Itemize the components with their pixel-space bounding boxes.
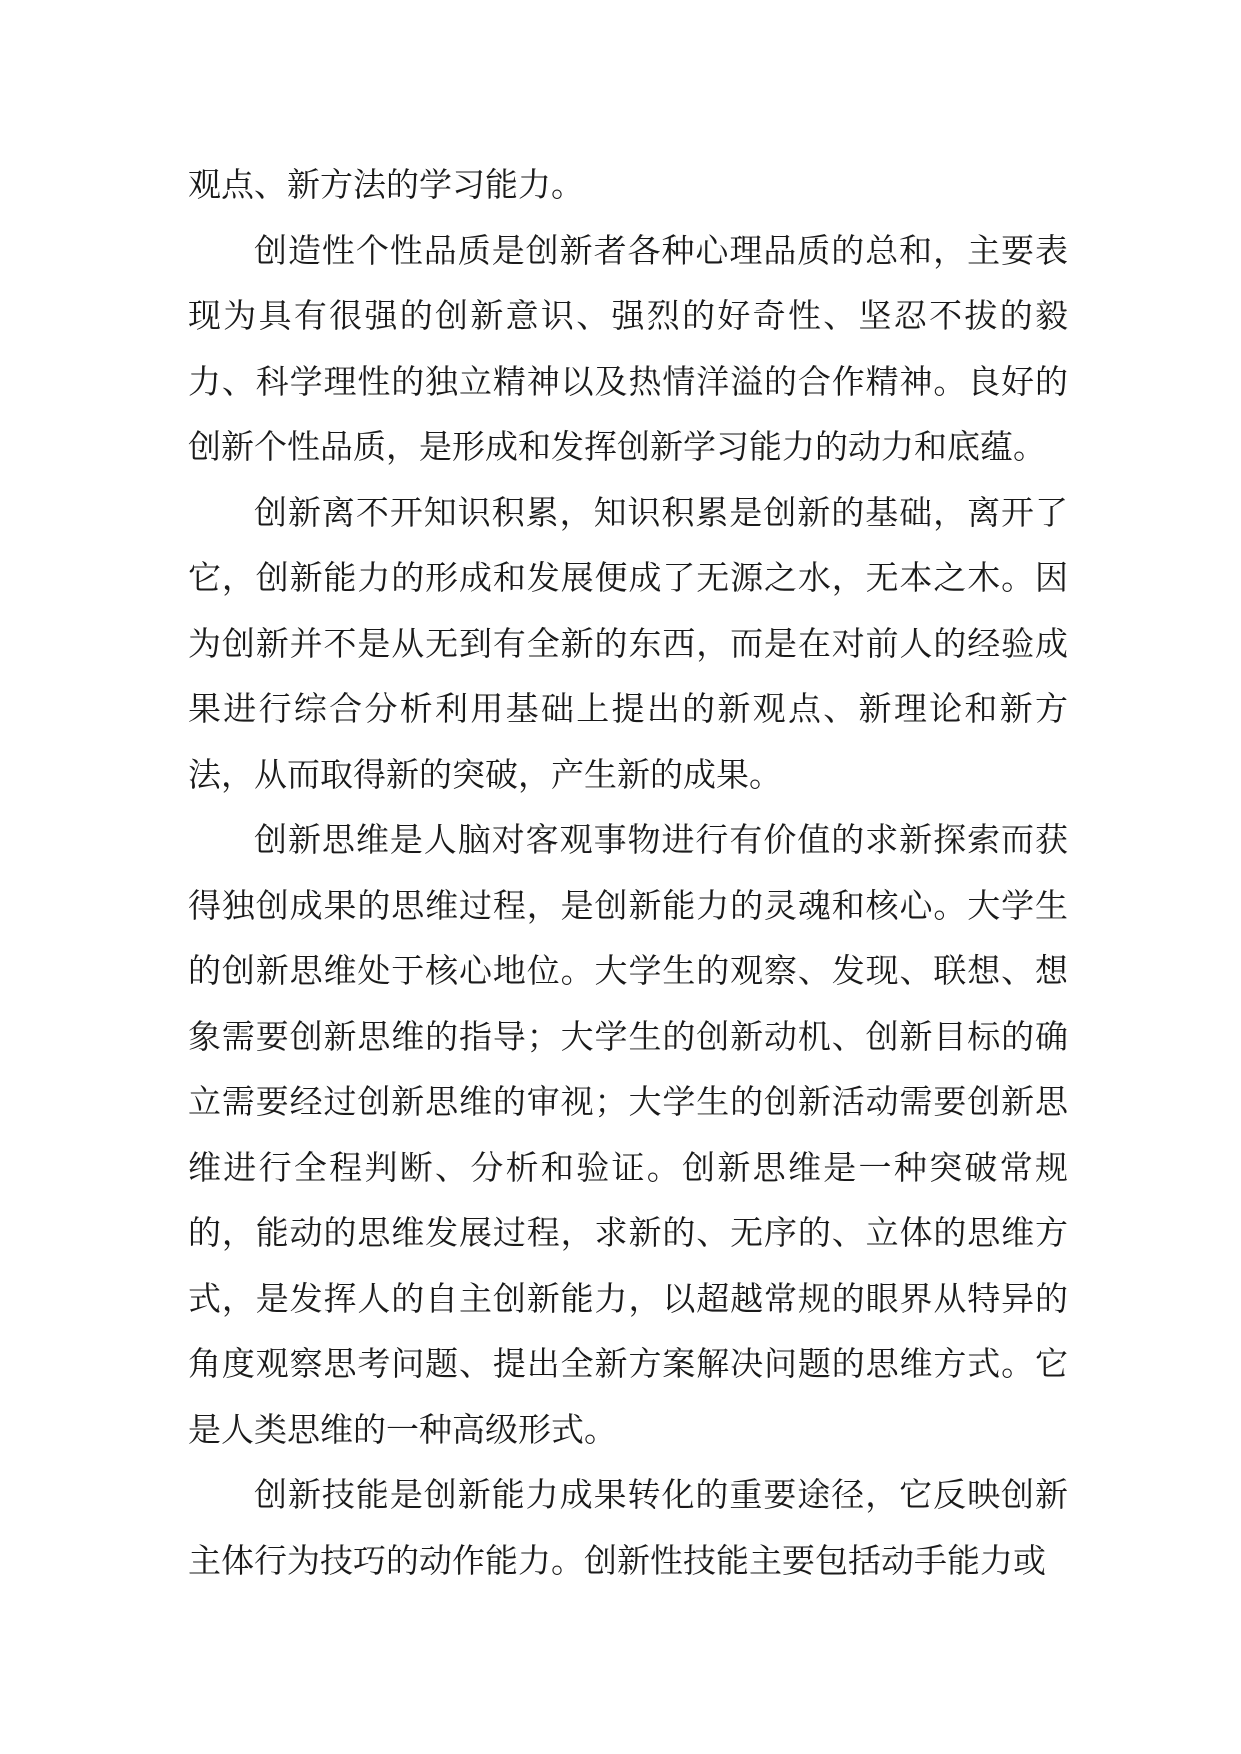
paragraph-creative-skills: 创新技能是创新能力成果转化的重要途径，它反映创新主体行为技巧的动作能力。创新性技能主要包括动手能力或 (188, 1475, 1068, 1580)
paragraph-creative-thinking: 创新思维是人脑对客观事物进行有价值的求新探索而获得独创成果的思维过程，是创新能力的灵魂和核心。大学生的创新思维处于核心地位。大学生的观察、发现、联想、想象需要创新思维的指导；大学生的创新动机、创新目标的确立需要经过创新思维的审视；大学生的创新活动需要创新思维进行全程判断、分析和验证。创新思维是一种突破常规的，能动的思维发展过程，求新的、无序的、立体的思维方式，是发挥人的自主创新能力，以超越常规的眼界从特异的角度观察思考问题、提出全新方案解决问题的思维方式。它是人类思维的一种高级形式。 (188, 820, 1068, 1449)
paragraph-knowledge-accumulation: 创新离不开知识积累，知识积累是创新的基础，离开了它，创新能力的形成和发展便成了无源之水，无本之木。因为创新并不是从无到有全新的东西，而是在对前人的经验成果进行综合分析利用基础上提出的新观点、新理论和新方法，从而取得新的突破，产生新的成果。 (188, 492, 1068, 794)
paragraph-creative-personality: 创造性个性品质是创新者各种心理品质的总和，主要表现为具有很强的创新意识、强烈的好奇性、坚忍不拔的毅力、科学理性的独立精神以及热情洋溢的合作精神。良好的创新个性品质，是形成和发挥创新学习能力的动力和底蕴。 (188, 230, 1068, 466)
paragraph-continuation: 观点、新方法的学习能力。 (188, 165, 584, 204)
body-text (188, 152, 1068, 1593)
